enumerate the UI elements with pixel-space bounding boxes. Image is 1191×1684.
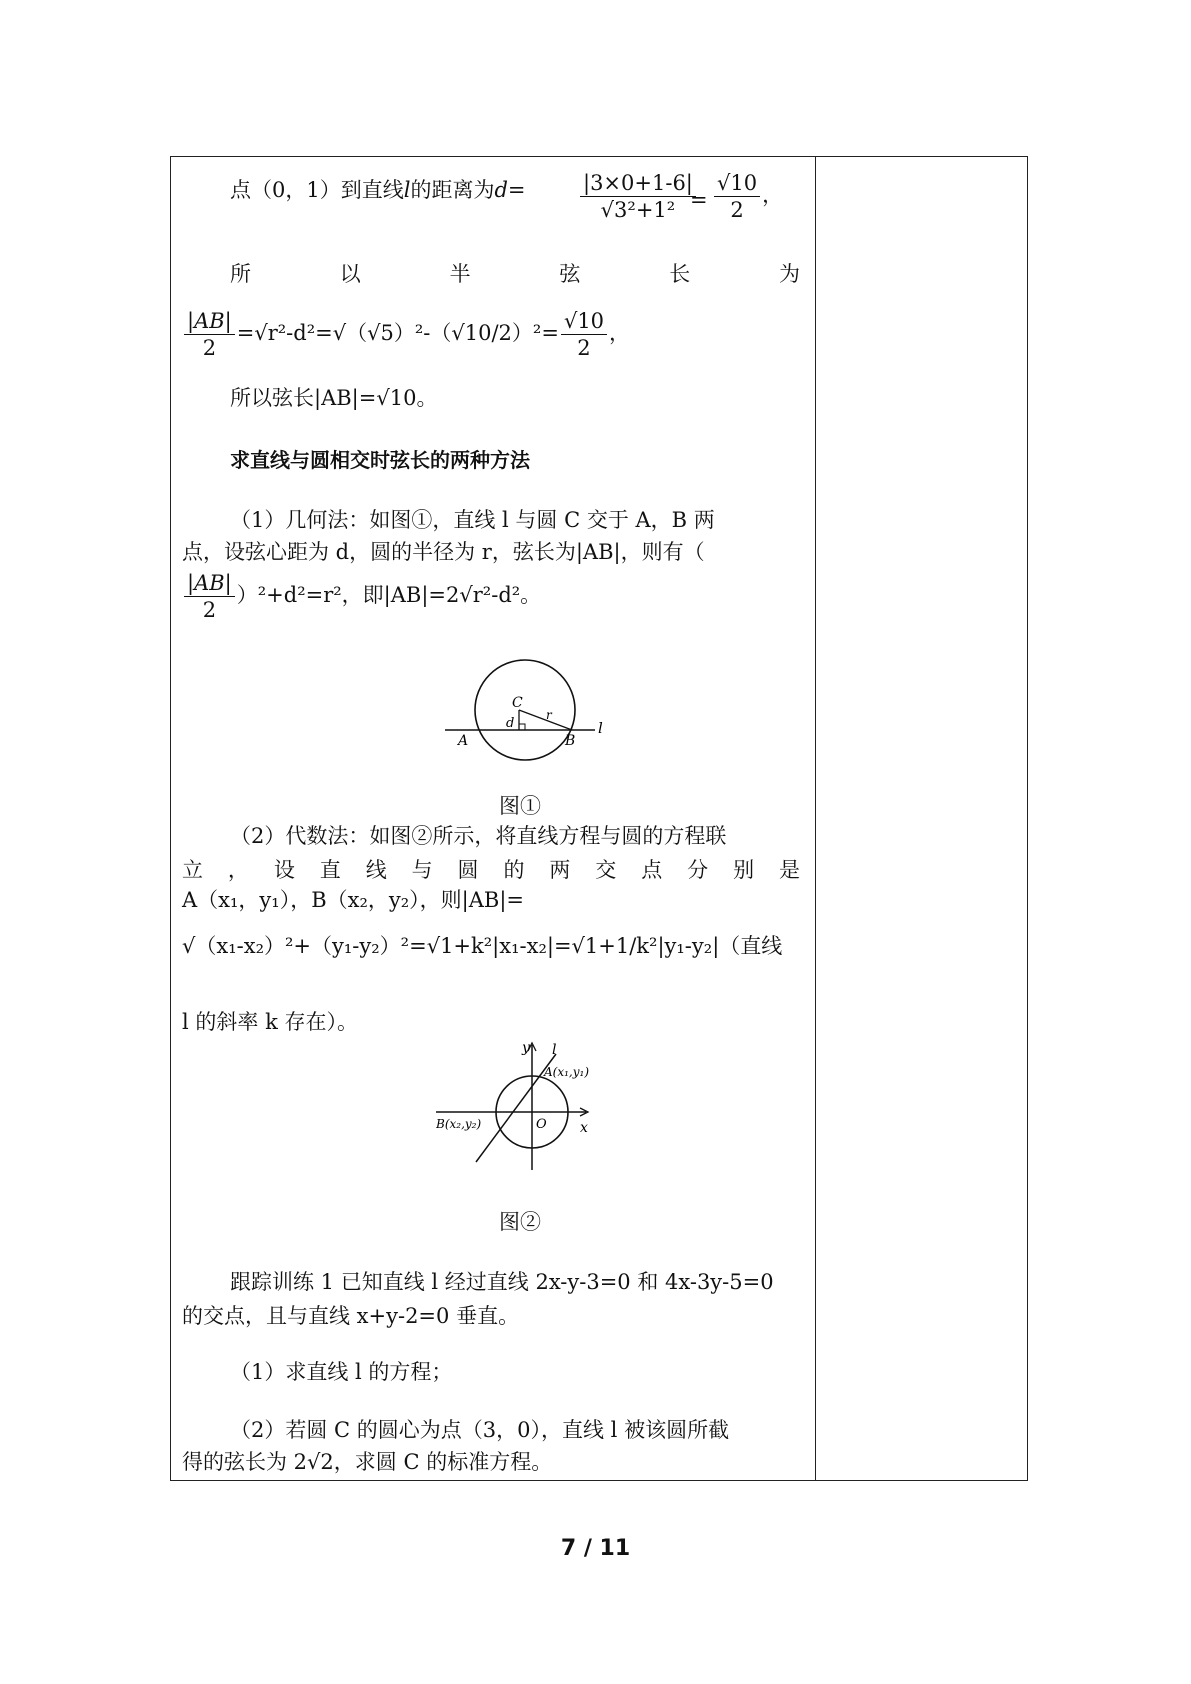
word: 为 bbox=[778, 262, 800, 286]
half-chord-line bbox=[230, 258, 800, 288]
word: 所 bbox=[230, 262, 251, 286]
equals-sign: = bbox=[507, 178, 526, 202]
label-C: C bbox=[512, 695, 523, 711]
word: 别 bbox=[733, 858, 755, 882]
label-B: B(x₂,y₂) bbox=[436, 1117, 482, 1131]
algebraic-formula: √（x₁-x₂）²+（y₁-y₂）²=√1+k²|x₁-x₂|=√1+1/k²|y₁-y₂|（直线 bbox=[182, 934, 783, 958]
fraction-denominator: 2 bbox=[202, 598, 217, 622]
word: 两 bbox=[549, 858, 571, 882]
paragraph-line: 点，设弦心距为 d，圆的半径为 r，弦长为|AB|，则有（ bbox=[182, 540, 705, 564]
word: 交 bbox=[595, 858, 617, 882]
comma: ， bbox=[762, 183, 784, 207]
paragraph-line: （2）代数法：如图②所示，将直线方程与圆的方程联 bbox=[230, 824, 727, 848]
label-d: d bbox=[506, 716, 515, 731]
word: 立 bbox=[182, 858, 203, 882]
label-A: A(x₁,y₁) bbox=[544, 1065, 590, 1079]
label-l: l bbox=[598, 719, 603, 737]
exercise-part-1: （1）求直线 l 的方程； bbox=[230, 1360, 453, 1384]
slope-condition: l 的斜率 k 存在）。 bbox=[182, 1010, 358, 1034]
word: 线 bbox=[365, 858, 387, 882]
distance-result-fraction bbox=[712, 170, 783, 223]
chord-length-result: 所以弦长|AB|=√10。 bbox=[230, 386, 438, 410]
label-B: B bbox=[565, 733, 576, 749]
half-chord-formula bbox=[182, 308, 630, 361]
figure-2-diagram bbox=[436, 1040, 606, 1170]
fraction-numerator: √10 bbox=[561, 308, 607, 335]
table-column-divider bbox=[815, 156, 816, 1481]
comma: ， bbox=[609, 321, 631, 345]
formula-text: =√r²-d²=√（√5）²-（√10/2）²= bbox=[236, 321, 559, 345]
circle-shape bbox=[475, 660, 575, 760]
word: ， bbox=[227, 858, 249, 882]
fraction-numerator: √10 bbox=[714, 170, 760, 197]
fraction-denominator: 2 bbox=[202, 336, 217, 360]
exercise-part-2: 得的弦长为 2√2，求圆 C 的标准方程。 bbox=[182, 1450, 553, 1474]
geometric-formula bbox=[182, 570, 541, 623]
figure-1-diagram bbox=[440, 655, 610, 785]
label-y: y bbox=[522, 1040, 530, 1056]
distance-line bbox=[230, 176, 526, 204]
coordinates-line: A（x₁，y₁），B（x₂，y₂），则|AB|= bbox=[182, 888, 525, 912]
label-O: O bbox=[536, 1117, 547, 1132]
word: 圆 bbox=[457, 858, 479, 882]
exercise-part-2: （2）若圆 C 的圆心为点（3，0），直线 l 被该圆所截 bbox=[230, 1418, 730, 1442]
figure-1-caption: 图① bbox=[499, 794, 541, 818]
paragraph-line-justified bbox=[182, 854, 800, 884]
word: 以 bbox=[339, 262, 361, 286]
word: 长 bbox=[669, 262, 691, 286]
exercise-line: 的交点，且与直线 x+y-2=0 垂直。 bbox=[182, 1304, 520, 1328]
fraction-numerator: |AB| bbox=[184, 308, 235, 335]
label-A: A bbox=[458, 733, 469, 749]
label-l: l bbox=[552, 1042, 557, 1058]
figure-2-caption: 图② bbox=[499, 1210, 541, 1234]
label-x: x bbox=[580, 1120, 588, 1136]
label-r: r bbox=[546, 708, 552, 722]
word: 设 bbox=[273, 858, 295, 882]
equals-sign: = bbox=[690, 188, 708, 212]
fraction-numerator: |3×0+1-6| bbox=[580, 170, 696, 197]
word: 直 bbox=[319, 858, 341, 882]
fraction-denominator: √3²+1² bbox=[600, 198, 676, 222]
page-number: 7 / 11 bbox=[560, 1536, 631, 1561]
word: 半 bbox=[449, 262, 471, 286]
word: 是 bbox=[778, 858, 800, 882]
word: 点 bbox=[641, 858, 663, 882]
word: 分 bbox=[687, 858, 709, 882]
fraction-denominator: 2 bbox=[577, 336, 591, 360]
fraction-numerator: |AB| bbox=[184, 570, 235, 597]
word: 与 bbox=[411, 858, 433, 882]
formula-text: ）²+d²=r²，即|AB|=2√r²-d²。 bbox=[236, 583, 542, 607]
fraction-denominator: 2 bbox=[730, 198, 744, 222]
right-angle-mark bbox=[519, 724, 525, 730]
text-segment: 点（0，1）到直线 bbox=[230, 178, 404, 202]
text-segment: 的距离为 bbox=[410, 178, 495, 202]
paragraph-line: （1）几何法：如图①，直线 l 与圆 C 交于 A，B 两 bbox=[230, 508, 715, 532]
word: 的 bbox=[503, 858, 525, 882]
var-d: d bbox=[494, 178, 508, 202]
exercise-line: 跟踪训练 1 已知直线 l 经过直线 2x-y-3=0 和 4x-3y-5=0 bbox=[230, 1270, 774, 1294]
word: 弦 bbox=[559, 262, 581, 286]
section-heading: 求直线与圆相交时弦长的两种方法 bbox=[230, 448, 530, 472]
distance-fraction bbox=[578, 170, 698, 223]
var-l: l bbox=[403, 178, 411, 202]
